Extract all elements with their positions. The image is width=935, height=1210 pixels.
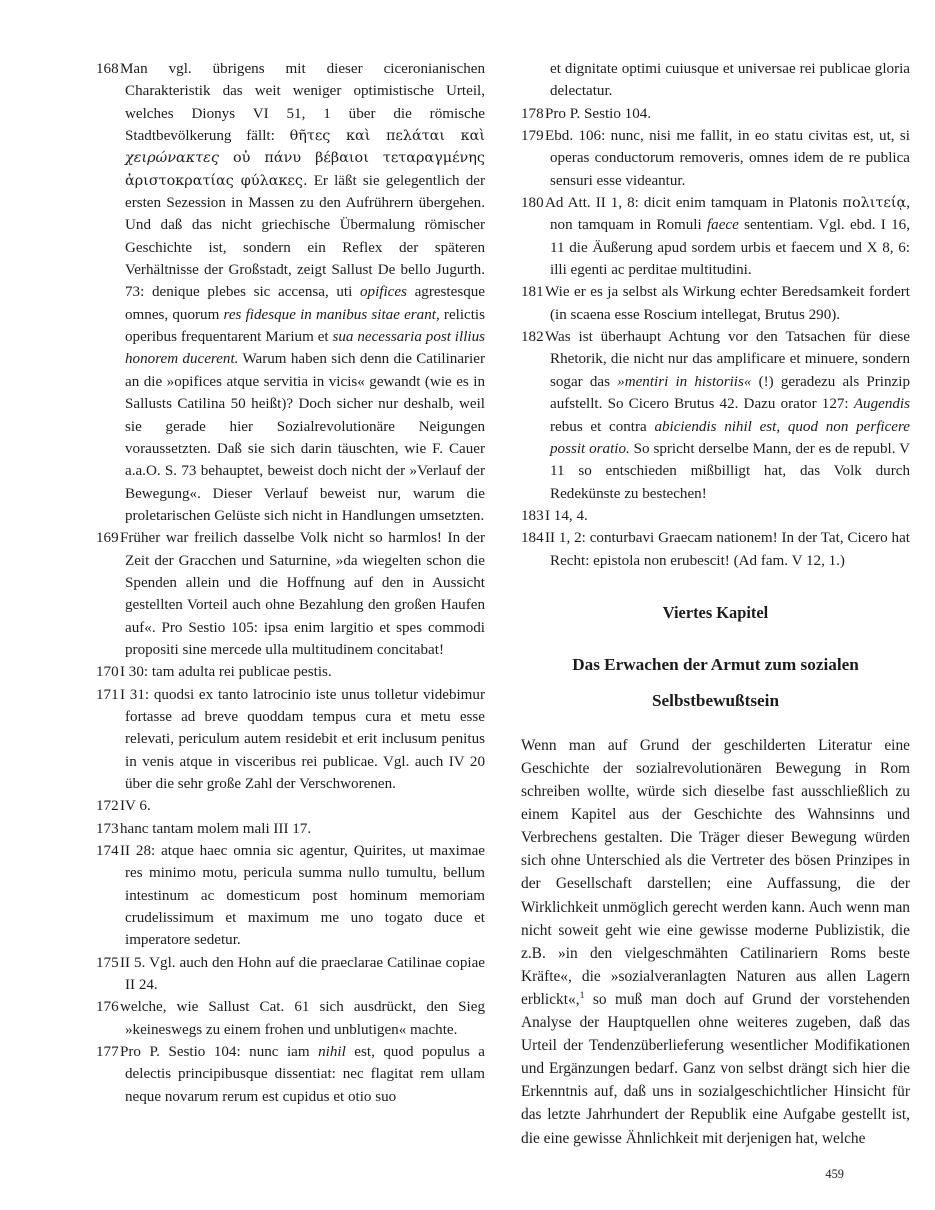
italic-run: nihil [318,1044,346,1061]
text-run: est, quod populus a delectis principibusque dissentiat: nec flagitat rem ullam neque novarum rerum est cupidus et otio suo [125,1044,486,1105]
italic-run: Augendis [853,396,910,413]
text-run: Er läßt sie gelegentlich der ersten Sezession in Massen zu den Aufrührern übergehen. Und daß das nicht griechische Übermalung römischer Geschichte ist, sondern ein Reflex der späteren Verhältnisse der Großstadt, zeigt Sallust De bello Jugurth. 73: denique plebes sic accensa, uti [125,172,485,301]
text-run: hanc tantam molem mali III 17. [120,820,312,837]
endnote-number: 181 [521,284,544,301]
two-column-text-body [96,58,910,1158]
endnote-item [96,1041,485,1108]
text-run: II 28: atque haec omnia sic agentur, Quirites, ut maximae res minimo motu, pericula summa nullo tumultu, bellum intestinum ac domesticum post hominum memoriam crudelissimum et maximum me uno togato duce et imperatore sedetur. [120,843,485,949]
text-run: IV 6. [120,798,151,815]
endnote-item [96,58,485,527]
text-run: et dignitate optimi cuiusque et universae rei publicae gloria delectatur. [550,61,910,100]
chapter-title-line-2: Selbstbewußtsein [651,690,780,710]
text-run: Was ist überhaupt Achtung vor den Tatsachen für diese Rhetorik, die nicht nur das amplificare et minuere, sondern sogar das [545,329,910,390]
endnote-number: 184 [521,530,544,547]
endnote-item [521,103,910,125]
endnote-number: 178 [521,105,544,122]
left-column [96,58,485,1158]
chapter-opening-paragraph [521,734,910,1150]
chapter-title-line-1: Das Erwachen der Armut zum sozialen [572,654,859,674]
endnote-number: 175 [96,954,119,971]
text-run: Früher war freilich dasselbe Volk nicht so harmlos! In der Zeit der Gracchen und Saturnine, »da wiegelten schon die Spenden allein und die Hoffnung auf den in Aussicht gestellten Vorteil auch ohne Bezahlung den großen Haufen auf«. Pro Sestio 105: ipsa enim largitio et spes commodi propositi sine mercede ulla multitudinem concitabat! [120,530,485,658]
greek-italic-run: χειρώνακτες [125,150,219,167]
text-run: Wenn man auf Grund der geschilderten Literatur eine Geschichte der sozialrevolutionären Bewegung in Rom schreiben wollte, würde sich dieselbe fast ausschließlich zu einem Kapitel aus der Geschichte des Wahnsinns und Verbrechens gestalten. Die Träger dieser Bewegung würden sich ohne Unterschied als die Vertreter des bösen Prinzipes in der Gesellschaft darstellen; eine Auffassung, die der Wirklichkeit unmöglich gerecht werden kann. Auch wenn man nicht soweit geht wie eine gewisse moderne Publizistik, die z.B. »in den vielgeschmähten Catilinariern Roms beste Kräfte«, die »sozialveranlagten Naturen aus allen Lagern erblickt«, [521,736,910,1008]
page-number: 459 [825,1167,844,1181]
endnote-item [521,281,910,326]
endnote-list-right [521,103,910,572]
endnote-number: 173 [96,820,119,837]
endnote-item [96,996,485,1041]
endnote-item [96,952,485,997]
endnote-item [521,505,910,527]
italic-run: opifices [359,284,407,301]
chapter-kicker: Viertes Kapitel [662,602,769,622]
greek-run: θῆτες καὶ πελάται καὶ [289,128,485,145]
chapter-heading-block [521,602,910,716]
greek-run: πολιτείᾳ [842,195,907,212]
text-run: Pro P. Sestio 104. [545,105,652,122]
text-run: II 1, 2: conturbavi Graecam nationem! In der Tat, Cicero hat Recht: epistola non erubescit! (Ad fam. V 12, 1.) [545,530,910,569]
endnote-list-left [96,58,485,1108]
text-run: (!) geradezu als Prinzip aufstellt. So Cicero Brutus 42. Dazu orator 127: [550,373,910,413]
endnote-number: 176 [96,999,119,1016]
endnote-item [96,661,485,683]
endnote-number: 174 [96,843,119,860]
endnote-item [521,192,910,281]
endnote-number: 171 [96,686,119,703]
italic-run: sua necessaria post illius honorem ducerent. [125,329,486,368]
text-run: I 30: tam adulta rei publicae pestis. [120,664,332,681]
endnote-item [96,795,485,817]
italic-run: faece [706,217,739,234]
text-run: So spricht derselbe Mann, der es de republ. V 11 so entschieden mißbilligt hat, das Volk durch Redekünste zu bestechen! [550,440,910,502]
endnote-number: 180 [521,195,544,212]
endnote-number: 170 [96,664,119,681]
endnote-number: 182 [521,329,544,346]
endnote-number: 169 [96,530,119,547]
text-run: I 31: quodsi ex tanto latrocinio iste unus tolletur videbimur fortasse ad breve quoddam tempus cura et metu esse relevati, periculum autem residebit et erit inclusum penitus in venis atque in visceribus rei publicae. Vgl. auch IV 20 über die sehr große Zahl der Verschworenen. [120,686,485,792]
endnote-item [521,125,910,192]
text-run: agrestesque omnes, quorum [125,284,485,323]
endnote-number: 177 [96,1044,119,1061]
endnote-item [96,840,485,952]
endnote-item [521,326,910,505]
text-run: Wie er es ja selbst als Wirkung echter Beredsamkeit fordert (in scaena esse Roscium intellegat, Brutus 290). [545,284,910,323]
text-run: Warum haben sich denn die Catilinarier an die »opifices atque servitia in vicis« gewandt (wie es in Sallusts Catilina 50 heißt)? Doch sicher nur deshalb, weil sie gerade hier Sozialrevolutionäre Neigungen voraussetzten. Daß sie sich darin täuschten, wie F. Cauer a.a.O. S. 73 behauptet, beweist doch nicht der »Verlauf der Bewegung«. Dieser Verlauf beweist nur, warum die proletarischen Gelüste sich nicht in Handlungen umsetzten. [125,351,485,524]
endnote-number: 168 [96,61,119,77]
text-run: welche, wie Sallust Cat. 61 sich ausdrückt, den Sieg »keineswegs zu einem frohen und unblutigen« machte. [120,999,485,1038]
text-run: so muß man doch auf Grund der vorstehenden Analyse der Hauptquellen ohne weiteres zugeben, daß das Urteil der Tendenzüberlieferung wesentlicher Modifikationen und Ergänzungen bedarf. Ganz von selbst drängt sich hier die Erkenntnis auf, daß uns in sozialgeschichtlicher Hinsicht für das letzte Jahrhundert der Republik eine Aufgabe gestellt ist, die eine gewisse Ähnlichkeit mit derjenigen hat, welche [521,990,910,1147]
text-run: Man vgl. übrigens mit dieser ciceronianischen Charakteristik das weit weniger optimistische Urteil, welches Dionys VI 51, 1 über die römische Stadtbevölkerung fällt: [120,61,485,145]
text-run: , non tamquam in Romuli [550,195,910,234]
text-run: relictis operibus frequentarent Marium et [125,306,486,346]
endnote-number: 179 [521,128,544,145]
endnote-item [96,818,485,840]
text-run: Ad Att. II 1, 8: dicit enim tamquam in Platonis [545,195,843,212]
footnote-reference: 1 [579,989,585,1001]
endnote-number: 183 [521,507,544,524]
endnote-number: 172 [96,798,119,815]
greek-run: οὐ πάνυ βέβαιοι τεταραγμένης ἀριστοκρατίας φύλακες. [125,150,485,189]
text-run: Ebd. 106: nunc, nisi me fallit, in eo statu civitas est, ut, si operas conductorum removeris, omnes idem de re publica sensuri esse videantur. [545,128,910,189]
text-run: Pro P. Sestio 104: nunc iam [120,1044,319,1061]
italic-run: »mentiri in historiis« [617,373,752,390]
text-run: II 5. Vgl. auch den Hohn auf die praeclarae Catilinae copiae II 24. [120,954,485,994]
endnote-item [96,527,485,661]
italic-run: res fidesque in manibus sitae erant, [223,306,440,323]
endnote-item [96,684,485,796]
endnote-continuation [521,58,910,103]
text-run: sententiam. Vgl. ebd. I 16, 11 die Äußerung apud sordem urbis et faecem und X 8, 6: illi egenti ac perditae multitudini. [550,217,910,279]
italic-run: abiciendis nihil est, quod non perficere possit oratio. [550,418,910,457]
right-column [521,58,910,1158]
text-run: rebus et contra [550,418,655,435]
endnote-item [521,527,910,572]
text-run: I 14, 4. [545,507,588,524]
